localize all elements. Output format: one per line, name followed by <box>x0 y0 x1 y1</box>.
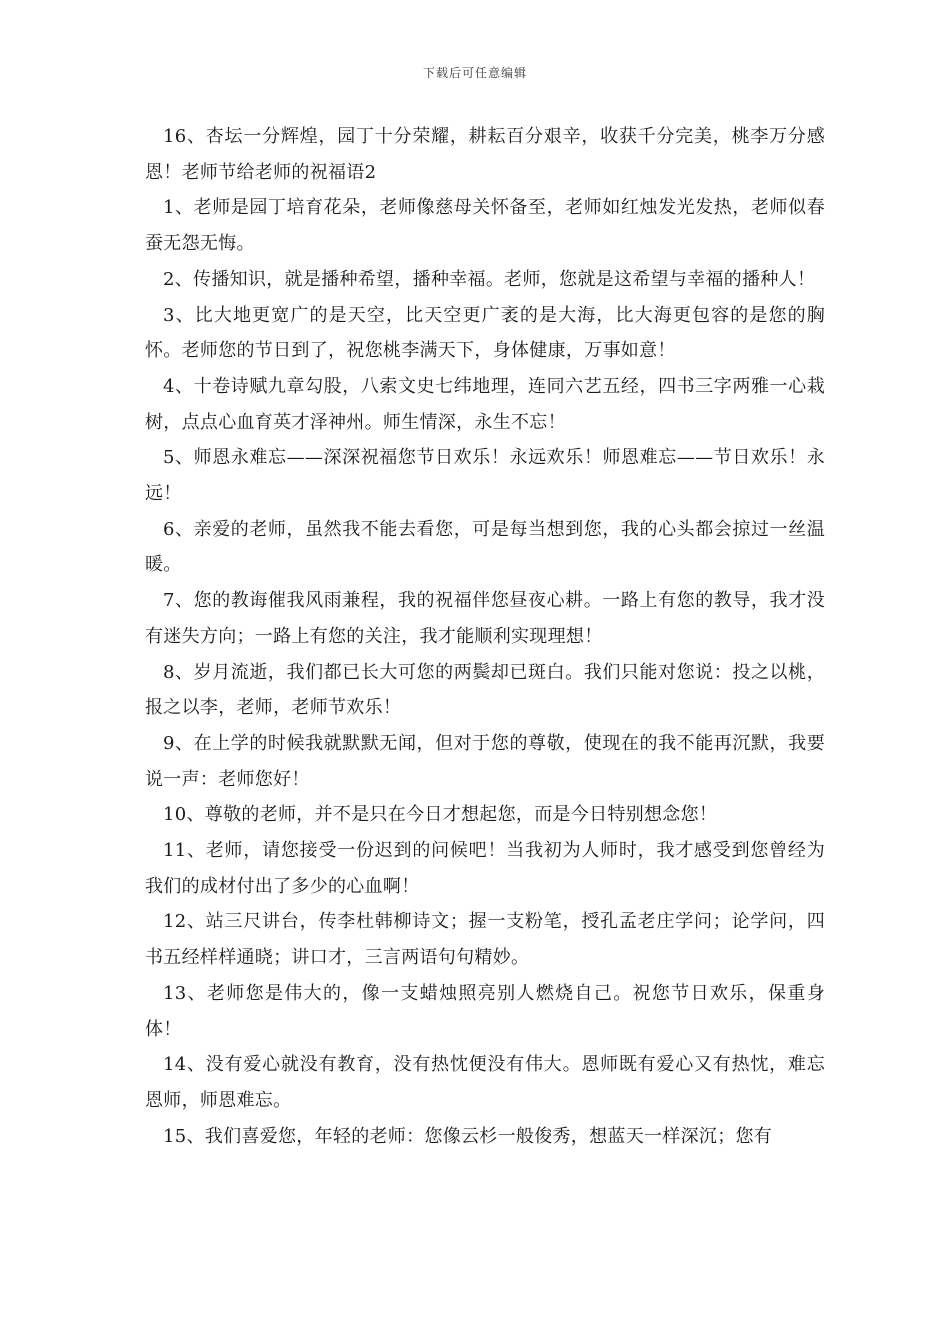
paragraph-9: 9、在上学的时候我就默默无闻，但对于您的尊敬，使现在的我不能再沉默，我要说一声：老师您好！ <box>145 732 825 790</box>
paragraph-2: 2、传播知识，就是播种希望，播种幸福。老师，您就是这希望与幸福的播种人！ <box>163 268 816 290</box>
paragraph-16: 16、杏坛一分辉煌，园丁十分荣耀，耕耘百分艰辛，收获千分完美，桃李万分感恩！老师节给老师的祝福语2 <box>145 126 825 183</box>
paragraph-7: 7、您的教诲催我风雨兼程，我的祝福伴您昼夜心耕。一路上有您的教导，我才没有迷失方向；一路上有您的关注，我才能顺利实现理想！ <box>145 590 825 647</box>
paragraph-8: 8、岁月流逝，我们都已长大可您的两鬓却已斑白。我们只能对您说：投之以桃，报之以李，老师，老师节欢乐！ <box>145 661 825 719</box>
paragraph-5: 5、师恩永难忘——深深祝福您节日欢乐！永远欢乐！师恩难忘——节日欢乐！永远！ <box>145 447 825 505</box>
paragraph-10: 10、尊敬的老师，并不是只在今日才想起您，而是今日特别想念您！ <box>163 804 718 826</box>
page-header: 下载后可任意编辑 <box>422 66 527 80</box>
paragraph-11: 11、老师，请您接受一份迟到的问候吧！当我初为人师时，我才感受到您曾经为我们的成材付出了多少的心血啊！ <box>145 840 825 897</box>
paragraph-15: 15、我们喜爱您，年轻的老师：您像云杉一般俊秀，想蓝天一样深沉；您有 <box>163 1125 773 1147</box>
paragraph-13: 13、老师您是伟大的，像一支蜡烛照亮别人燃烧自己。祝您节日欢乐，保重身体！ <box>145 982 825 1040</box>
paragraph-1: 1、老师是园丁培育花朵，老师像慈母关怀备至，老师如红烛发光发热，老师似春蚕无怨无悔。 <box>145 197 825 255</box>
paragraph-14: 14、没有爱心就没有教育，没有热忱便没有伟大。恩师既有爱心又有热忱，难忘恩师，师恩难忘。 <box>145 1054 825 1111</box>
paragraph-3: 3、比大地更宽广的是天空，比天空更广袤的是大海，比大海更包容的是您的胸怀。老师您的节日到了，祝您桃李满天下，身体健康，万事如意！ <box>145 304 825 362</box>
paragraph-6: 6、亲爱的老师，虽然我不能去看您，可是每当想到您，我的心头都会掠过一丝温暖。 <box>145 518 825 576</box>
document-body <box>145 119 825 1154</box>
paragraph-4: 4、十卷诗赋九章勾股，八索文史七纬地理，连同六艺五经，四书三字两雅一心栽树，点点心血育英才泽神州。师生情深，永生不忘！ <box>145 375 825 433</box>
paragraph-12: 12、站三尺讲台，传李杜韩柳诗文；握一支粉笔，授孔孟老庄学问；论学问，四书五经样样通晓；讲口才，三言两语句句精妙。 <box>145 911 825 969</box>
